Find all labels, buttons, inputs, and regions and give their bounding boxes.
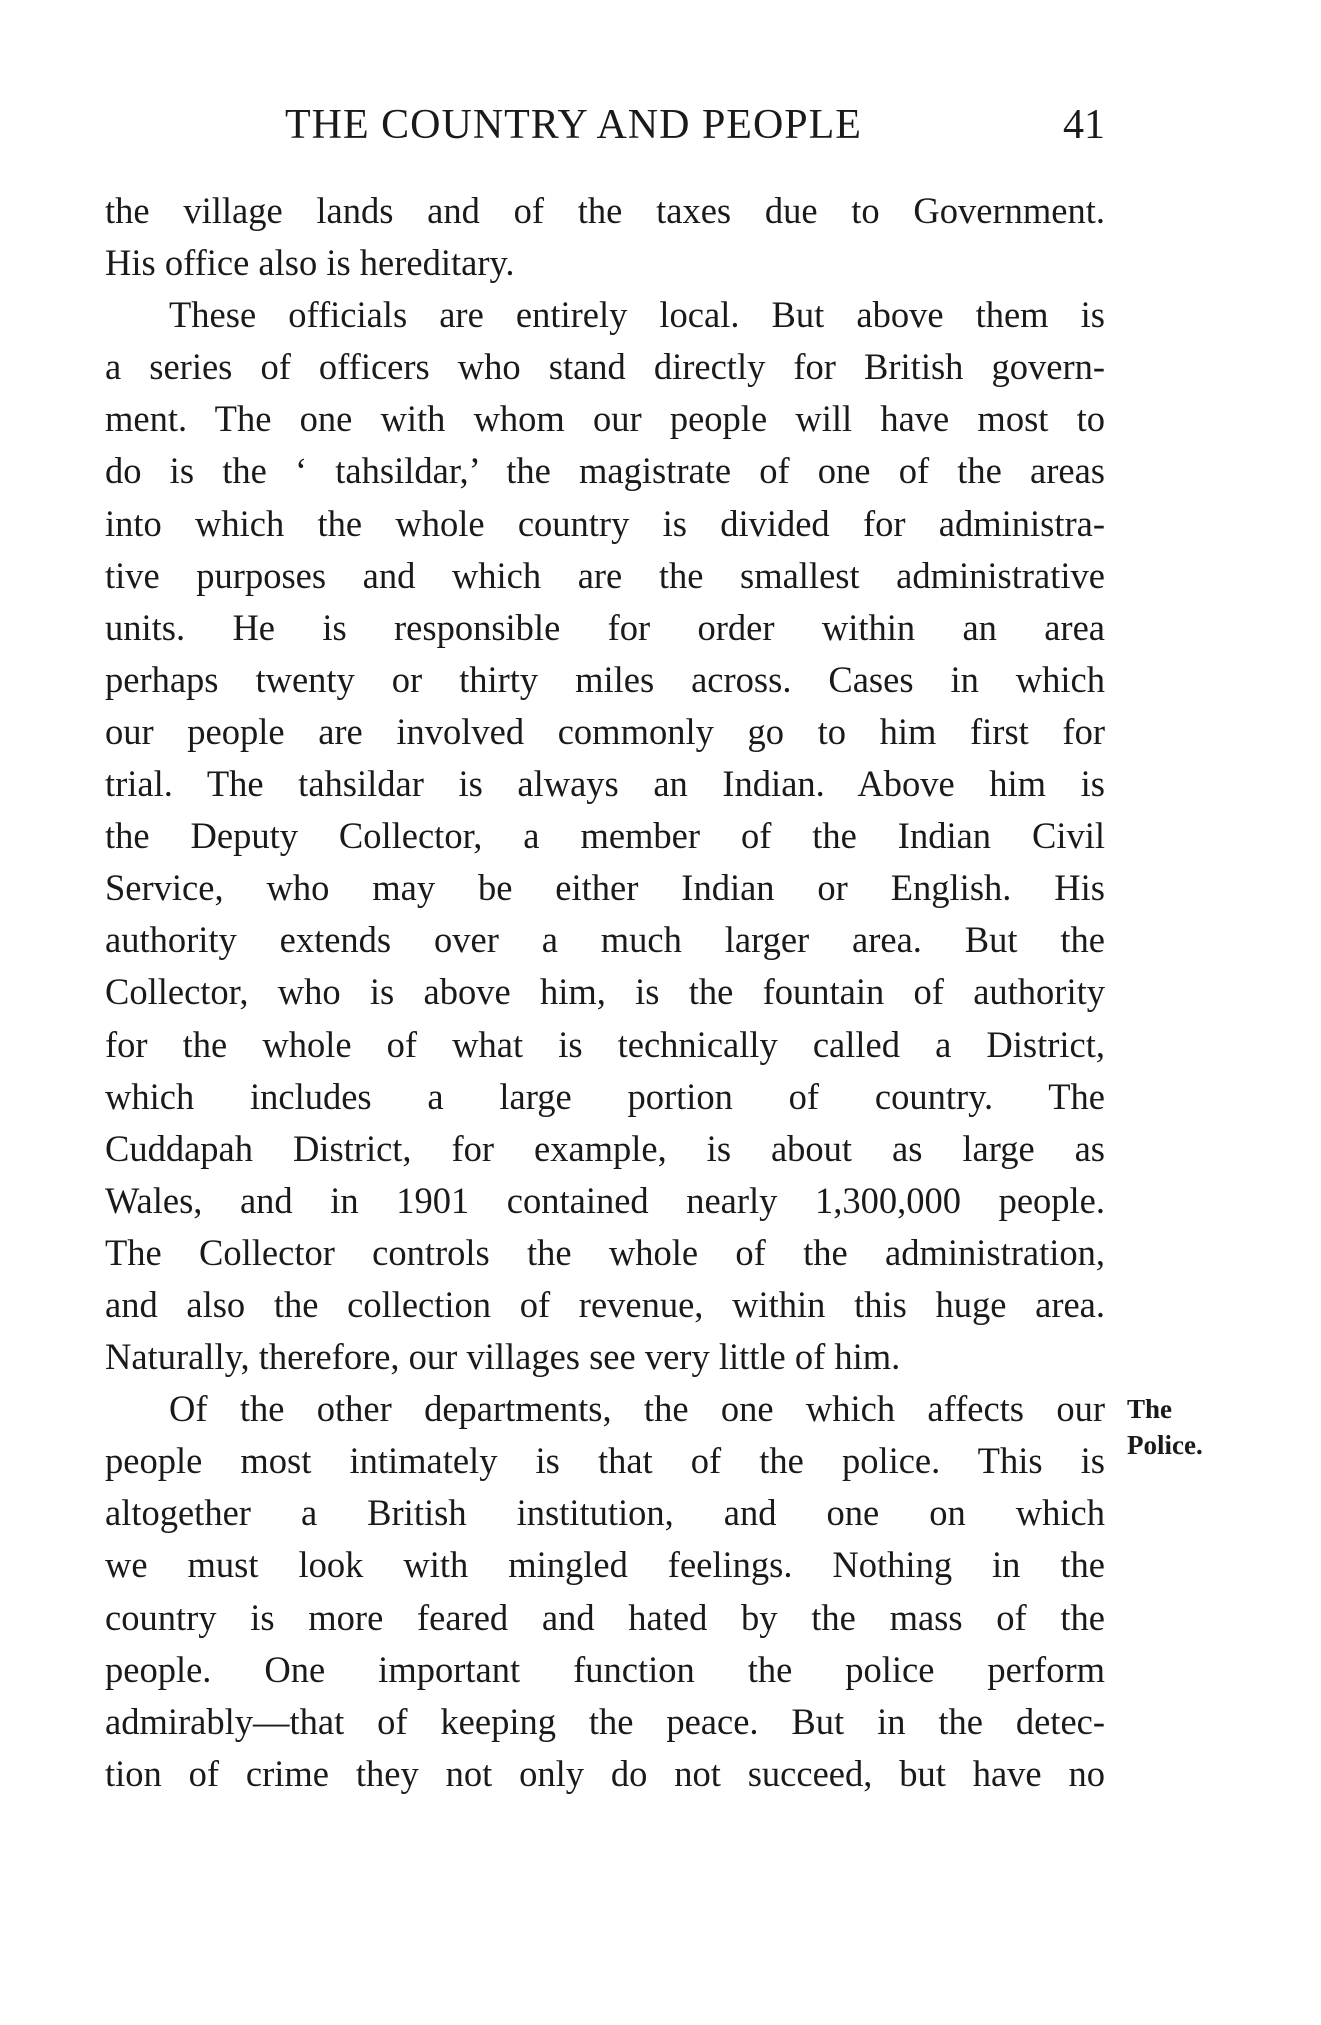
text-line: trial. The tahsildar is always an Indian. Above him is — [105, 763, 1105, 805]
page-number: 41 — [1063, 102, 1105, 148]
text-line: people most intimately is that of the police. This is — [105, 1440, 1105, 1482]
text-line: our people are involved commonly go to him first for — [105, 710, 1105, 752]
text-line: ment. The one with whom our people will have most to — [105, 398, 1105, 440]
text-line: tion of crime they not only do not succeed, but have no — [105, 1752, 1105, 1794]
text-line: His office also is hereditary. — [105, 242, 515, 284]
text-line: do is the ‘ tahsildar,’ the magistrate of one of the areas — [105, 450, 1105, 492]
text-line: people. One important function the police perform — [105, 1648, 1105, 1690]
text-line: units. He is responsible for order within an area — [105, 606, 1105, 648]
text-line: Cuddapah District, for example, is about as large as — [105, 1127, 1105, 1169]
text-line: Naturally, therefore, our villages see very little of him. — [105, 1336, 901, 1378]
text-line: the Deputy Collector, a member of the Indian Civil — [105, 815, 1105, 857]
body-text — [105, 185, 1105, 1800]
page-header — [105, 100, 1115, 150]
text-line: altogether a British institution, and one on which — [105, 1492, 1105, 1534]
text-line: tive purposes and which are the smallest administrative — [105, 554, 1105, 596]
margin-note-line: The — [1127, 1394, 1173, 1424]
margin-note — [1127, 1391, 1203, 1463]
text-line: a series of officers who stand directly for British govern- — [105, 346, 1105, 388]
text-line: Service, who may be either Indian or English. His — [105, 867, 1105, 909]
margin-note-line: Police. — [1127, 1430, 1203, 1460]
text-line: authority extends over a much larger area. But the — [105, 919, 1105, 961]
text-line: Wales, and in 1901 contained nearly 1,300,000 people. — [105, 1179, 1105, 1221]
text-line: perhaps twenty or thirty miles across. Cases in which — [105, 658, 1105, 700]
text-line: for the whole of what is technically called a District, — [105, 1023, 1105, 1065]
text-line: we must look with mingled feelings. Nothing in the — [105, 1544, 1105, 1586]
text-line: admirably—that of keeping the peace. But in the detec- — [105, 1700, 1105, 1742]
text-line: which includes a large portion of country. The — [105, 1075, 1105, 1117]
text-line: into which the whole country is divided for administra- — [105, 502, 1105, 544]
text-line: country is more feared and hated by the mass of the — [105, 1596, 1105, 1638]
text-line: These officials are entirely local. But above them is — [169, 294, 1105, 336]
text-line: the village lands and of the taxes due to Government. — [105, 190, 1105, 231]
text-line: The Collector controls the whole of the administration, — [105, 1231, 1105, 1273]
text-line: and also the collection of revenue, within this huge area. — [105, 1283, 1105, 1325]
text-line: Of the other departments, the one which affects our — [169, 1388, 1105, 1430]
text-line: Collector, who is above him, is the fountain of authority — [105, 971, 1105, 1013]
running-head: THE COUNTRY AND PEOPLE — [285, 102, 862, 148]
